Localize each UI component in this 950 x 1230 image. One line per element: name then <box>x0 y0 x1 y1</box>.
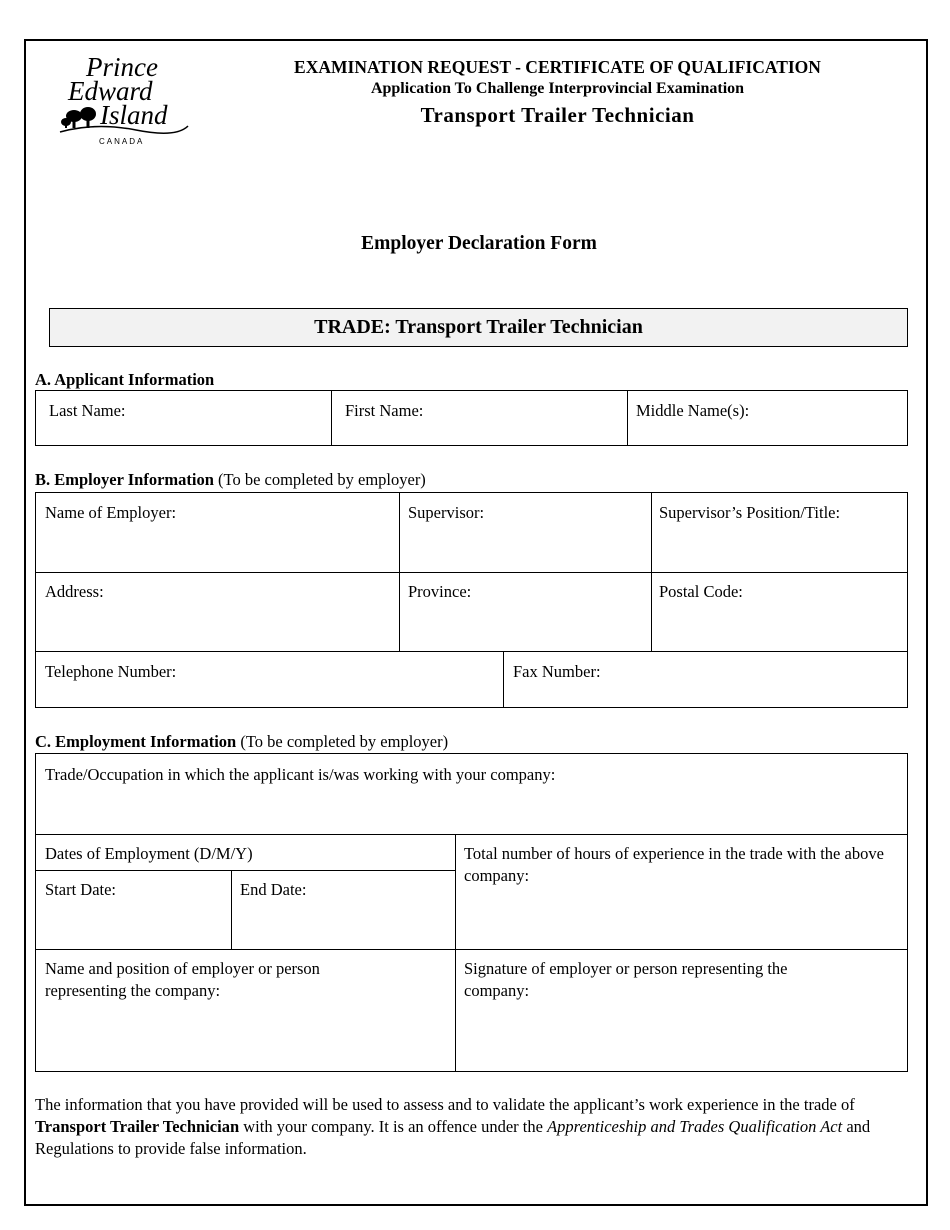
applicant-info-table <box>35 390 908 446</box>
supervisor-title-field[interactable]: Supervisor’s Position/Title: <box>659 503 841 522</box>
dates-employment-label: Dates of Employment (D/M/Y) <box>45 844 253 863</box>
svg-text:Edward: Edward <box>68 76 153 106</box>
svg-text:Prince: Prince <box>86 52 158 82</box>
first-name-field[interactable]: First Name: <box>345 401 424 420</box>
svg-text:Island: Island <box>100 100 168 130</box>
section-a-heading: A. Applicant Information <box>35 370 215 389</box>
section-b-heading: B. Employer Information (To be completed by employer) <box>35 470 426 489</box>
middle-name-field[interactable]: Middle Name(s): <box>636 401 750 420</box>
last-name-field[interactable]: Last Name: <box>49 401 126 420</box>
employment-info-table <box>35 753 908 1072</box>
header-title-3: Transport Trailer Technician <box>420 103 695 127</box>
header-title-1: EXAMINATION REQUEST - CERTIFICATE OF QUALIFICATION <box>294 57 821 77</box>
fax-field[interactable]: Fax Number: <box>513 662 601 681</box>
start-date-field[interactable]: Start Date: <box>45 880 117 899</box>
total-hours-field[interactable]: Total number of hours of experience in the trade with the above company: <box>464 844 884 885</box>
section-b-note: (To be completed by employer) <box>213 470 426 489</box>
tree-icon <box>61 107 96 128</box>
svg-text:CANADA: CANADA <box>99 137 145 146</box>
section-c-heading: C. Employment Information (To be completed by employer) <box>35 732 449 751</box>
postal-code-field[interactable]: Postal Code: <box>659 582 743 601</box>
footer-act-name: Apprenticeship and Trades Qualification Act <box>547 1117 843 1136</box>
trade-banner: TRADE: Transport Trailer Technician <box>49 308 908 347</box>
province-field[interactable]: Province: <box>408 582 472 601</box>
pei-logo <box>56 52 196 148</box>
header-title-2: Application To Challenge Interprovincial Examination <box>370 80 745 97</box>
name-position-field[interactable]: Name and position of employer or person representing the company: <box>45 959 320 1000</box>
supervisor-field[interactable]: Supervisor: <box>408 503 485 522</box>
end-date-field[interactable]: End Date: <box>240 880 307 899</box>
employer-name-field[interactable]: Name of Employer: <box>45 503 177 522</box>
footer-trade-name: Transport Trailer Technician <box>35 1117 240 1136</box>
employer-info-table <box>35 492 908 708</box>
address-field[interactable]: Address: <box>45 582 104 601</box>
section-c-note: (To be completed by employer) <box>236 732 449 751</box>
signature-field[interactable]: Signature of employer or person representing the company: <box>464 959 788 1000</box>
telephone-field[interactable]: Telephone Number: <box>45 662 177 681</box>
footer-statement: The information that you have provided will be used to assess and to validate the applicant’s work experience in the trade of Transport Trailer Technician with your company. It is an offence under the Apprenticeship and Trades Qualification Act and Regulations to provide false information. <box>35 1095 871 1158</box>
trade-occupation-field[interactable]: Trade/Occupation in which the applicant is/was working with your company: <box>45 765 556 784</box>
form-title: Employer Declaration Form <box>361 233 597 254</box>
